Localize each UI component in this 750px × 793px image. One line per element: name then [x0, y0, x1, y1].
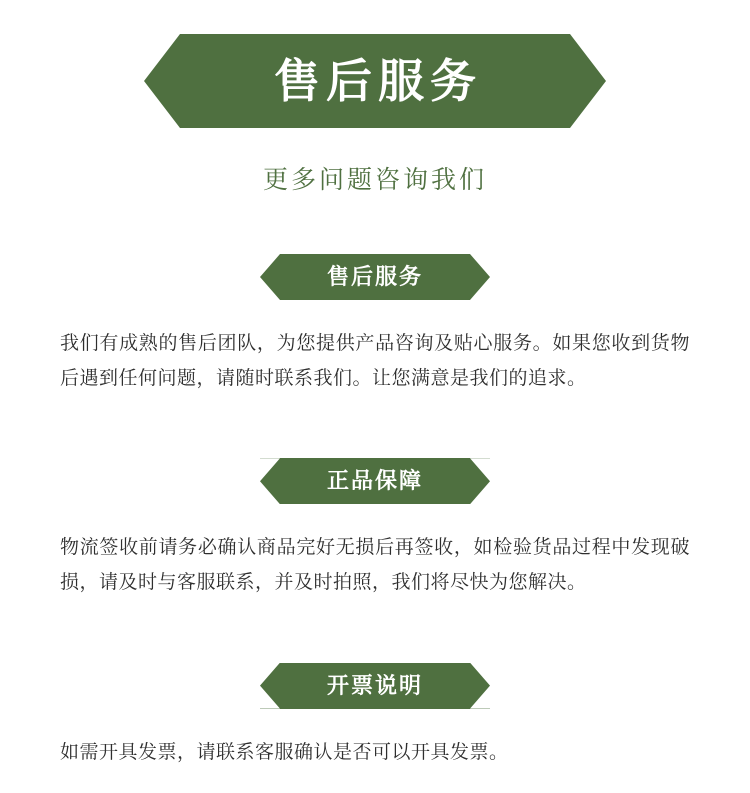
section-ribbon-label-1: 售后服务: [326, 264, 423, 289]
section-paragraph-2: 物流签收前请务必确认商品完好无损后再签收，如检验货品过程中发现破损，请及时与客服联系，并及时拍照，我们将尽快为您解决。: [60, 537, 690, 594]
section-heading-wrap-1: [0, 254, 750, 300]
section-paragraph-3: 如需开具发票，请联系客服确认是否可以开具发票。: [60, 741, 509, 763]
section-body-1: [60, 326, 690, 396]
section-authenticity-guarantee: [0, 458, 750, 600]
section-body-3: [60, 735, 690, 770]
banner-chevron-shape: [144, 34, 606, 128]
section-ribbon-label-2: 正品保障: [326, 468, 423, 494]
section-heading-wrap-2: [0, 458, 750, 504]
section-body-2: [60, 530, 690, 600]
section-ribbon-2: [260, 458, 490, 504]
section-ribbon-1: [260, 254, 490, 300]
after-sales-service-page: [0, 34, 750, 793]
main-banner: [0, 34, 750, 128]
section-ribbon-label-3: 开票说明: [326, 672, 423, 698]
section-paragraph-1: 我们有成熟的售后团队，为您提供产品咨询及贴心服务。如果您收到货物后遇到任何问题，请随时联系我们。让您满意是我们的追求。: [60, 333, 690, 390]
page-subtitle: 更多问题咨询我们: [262, 166, 487, 194]
page-title: 售后服务: [274, 55, 482, 107]
section-invoice-instructions: [0, 663, 750, 770]
section-heading-wrap-3: [0, 663, 750, 709]
section-ribbon-3: [260, 663, 490, 709]
section-after-sales-service: [0, 254, 750, 396]
